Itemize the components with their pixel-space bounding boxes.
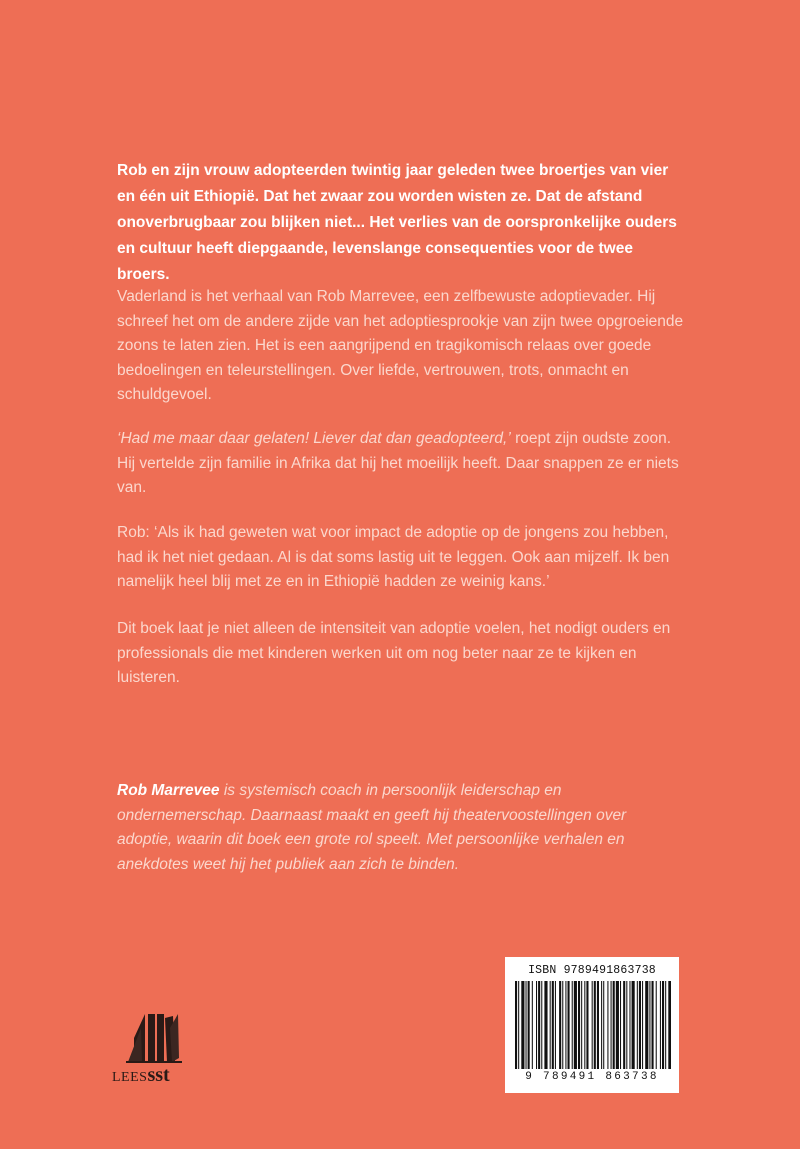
publisher-logo-suffix: sst	[147, 1064, 170, 1086]
barcode-bar	[601, 981, 602, 1069]
description-paragraph-1: Vaderland is het verhaal van Rob Marrevee, een zelfbewuste adoptievader. Hij schreef het om de andere zijde van het adoptiesprookje van zijn twee opgroeiende zoons te laten zien. Het is een aangrijpend en tragikomisch relaas over goede bedoelingen en teleurstellingen. Over liefde, vertrouwen, trots, onmacht en schuldgevoel.	[117, 288, 684, 403]
description-paragraph-4: Dit boek laat je niet alleen de intensiteit van adoptie voelen, het nodigt ouders en professionals die met kinderen werken uit om nog beter naar ze te kijken en luisteren.	[117, 620, 671, 686]
barcode-bar	[515, 981, 517, 1069]
publisher-logo-prefix: LEES	[112, 1070, 148, 1085]
isbn-barcode	[505, 957, 679, 1093]
barcode-bar	[555, 981, 556, 1069]
barcode-bar	[562, 981, 563, 1069]
barcode-bar	[652, 981, 654, 1069]
barcode-bar	[607, 981, 608, 1069]
barcode-bar	[559, 981, 561, 1069]
barcode-bar	[592, 981, 593, 1069]
barcode-bar	[662, 981, 664, 1069]
barcode-bar	[538, 981, 540, 1069]
barcode-bar	[623, 981, 625, 1069]
barcode-bar	[665, 981, 666, 1069]
paragraph-2-rest: roept zijn oudste zoon. Hij vertelde zijn familie in Afrika dat hij het moeilijk heeft. Daar snappen ze er niets van.	[117, 430, 679, 496]
barcode-bar	[642, 981, 643, 1069]
barcode-bar	[613, 981, 615, 1069]
barcode-bar	[603, 981, 604, 1069]
barcode-bar	[594, 981, 596, 1069]
barcode-bar	[586, 981, 588, 1069]
barcode-bar	[574, 981, 577, 1069]
barcode-bars	[513, 981, 671, 1071]
barcode-bar	[660, 981, 661, 1069]
barcode-bar	[552, 981, 554, 1069]
barcode-bar	[581, 981, 582, 1069]
barcode-bar	[565, 981, 566, 1069]
barcode-bar	[541, 981, 542, 1069]
barcode-bar	[518, 981, 519, 1069]
barcode-bar	[597, 981, 599, 1069]
barcode-bar	[656, 981, 657, 1069]
barcode-bar	[629, 981, 630, 1069]
description-paragraph-3: Rob: ‘Als ik had geweten wat voor impact de adoptie op de jongens zou hebben, had ik het niet gedaan. Al is dat soms lastig uit te leggen. Ook aan mijzelf. Ik ben namelijk heel blij met ze en in Ethiopië hadden ze weinig kans.’	[117, 524, 670, 590]
barcode-digits: 9 789491 863738	[525, 1071, 659, 1083]
barcode-bar	[649, 981, 650, 1069]
author-bio	[117, 779, 637, 877]
barcode-bar	[528, 981, 530, 1069]
barcode-bar	[532, 981, 533, 1069]
barcode-bar	[637, 981, 638, 1069]
author-bio-text: is systemisch coach in persoonlijk leiderschap en ondernemerschap. Daarnaast maakt en geeft hij theatervoostellingen over adoptie, waarin dit boek een grote rol speelt. Met persoonlijke verhalen en anekdotes weet hij het publiek aan zich te binden.	[117, 782, 627, 873]
barcode-bar	[536, 981, 537, 1069]
barcode-bar	[521, 981, 524, 1069]
barcode-bar	[645, 981, 648, 1069]
barcode-bar	[626, 981, 627, 1069]
son-quote: ‘Had me maar daar gelaten! Liever dat dan geadopteerd,’	[117, 430, 511, 447]
barcode-bar	[616, 981, 619, 1069]
barcode-bar	[632, 981, 635, 1069]
barcode-bar	[620, 981, 621, 1069]
books-icon	[112, 1008, 222, 1064]
barcode-bar	[639, 981, 641, 1069]
barcode-bar	[572, 981, 573, 1069]
barcode-bar	[668, 981, 671, 1069]
publisher-wordmark	[112, 1064, 222, 1087]
barcode-bar	[611, 981, 612, 1069]
publisher-logo	[112, 1008, 222, 1088]
barcode-bar	[550, 981, 551, 1069]
barcode-bar	[568, 981, 570, 1069]
description-paragraph-2	[117, 427, 692, 501]
author-name: Rob Marrevee	[117, 782, 220, 799]
barcode-bar	[544, 981, 547, 1069]
barcode-bar	[526, 981, 527, 1069]
blurb-text: Rob en zijn vrouw adopteerden twintig jaar geleden twee broertjes van vier en één uit Ethiopië. Dat het zwaar zou worden wisten ze. Dat de afstand onoverbrugbaar zou blijken niet... Het verlies van de oorspronkelijke ouders en cultuur heeft diepgaande, levenslange consequenties voor de twee broers.	[117, 162, 677, 283]
isbn-label: ISBN 9789491863738	[528, 964, 656, 977]
barcode-bar	[584, 981, 585, 1069]
barcode-bar	[578, 981, 580, 1069]
